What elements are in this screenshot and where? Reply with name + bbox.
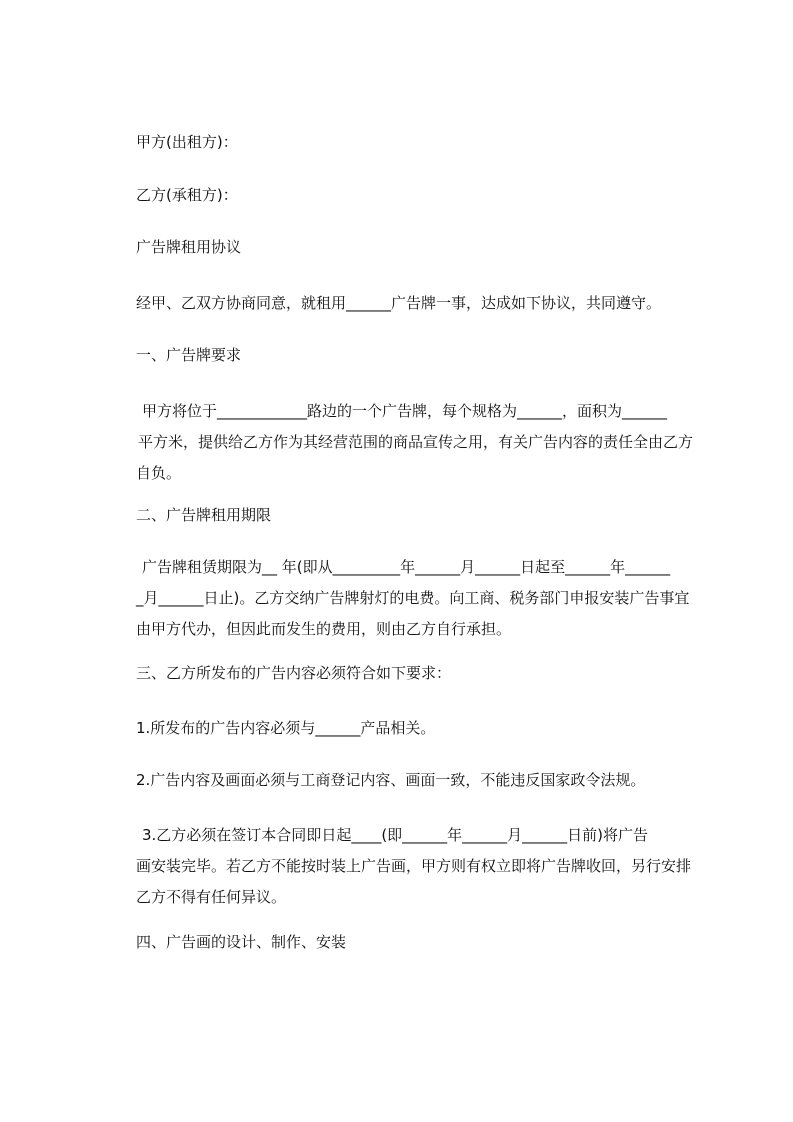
section-4-heading: 四、广告画的设计、制作、安装 — [136, 933, 347, 951]
section-3-item-3-line-1: 3.乙方必须在签订本合同即日起____(即______年______月______日前)将广告 — [142, 826, 649, 844]
section-1-line-3: 自负。 — [136, 464, 182, 482]
section-1-heading: 一、广告牌要求 — [136, 346, 242, 364]
section-1-line-2: 平方米，提供给乙方作为其经营范围的商品宣传之用，有关广告内容的责任全由乙方 — [138, 433, 694, 451]
section-1-line-1: 甲方将位于____________路边的一个广告牌，每个规格为______，面积为______ — [142, 402, 668, 420]
section-3-heading: 三、乙方所发布的广告内容必须符合如下要求： — [136, 664, 452, 682]
section-2-line-1: 广告牌租赁期限为__ 年(即从_________年______月______日起至______年______ — [142, 558, 671, 576]
section-3-item-1: 1.所发布的广告内容必须与______产品相关。 — [136, 719, 436, 737]
section-2-line-2: _月______日止)。乙方交纳广告牌射灯的电费。向工商、税务部门申报安装广告事宜 — [136, 589, 690, 607]
party-b-label: 乙方(承租方)： — [136, 186, 238, 204]
document-title: 广告牌租用协议 — [136, 238, 242, 256]
section-2-heading: 二、广告牌租用期限 — [136, 506, 272, 524]
section-2-line-3: 由甲方代办，但因此而发生的费用，则由乙方自行承担。 — [136, 620, 512, 638]
section-3-item-2: 2.广告内容及画面必须与工商登记内容、画面一致，不能违反国家政令法规。 — [136, 771, 646, 789]
section-1-paragraph — [136, 396, 702, 489]
section-3-item-3-line-3: 乙方不得有任何异议。 — [136, 888, 287, 906]
section-3-item-3 — [136, 820, 702, 913]
party-a-label: 甲方(出租方)： — [136, 133, 238, 151]
section-2-paragraph — [136, 552, 702, 645]
section-3-item-3-line-2: 画安装完毕。若乙方不能按时装上广告画，甲方则有权立即将广告牌收回，另行安排 — [136, 857, 692, 875]
intro-paragraph: 经甲、乙双方协商同意，就租用______广告牌一事，达成如下协议，共同遵守。 — [136, 294, 662, 312]
